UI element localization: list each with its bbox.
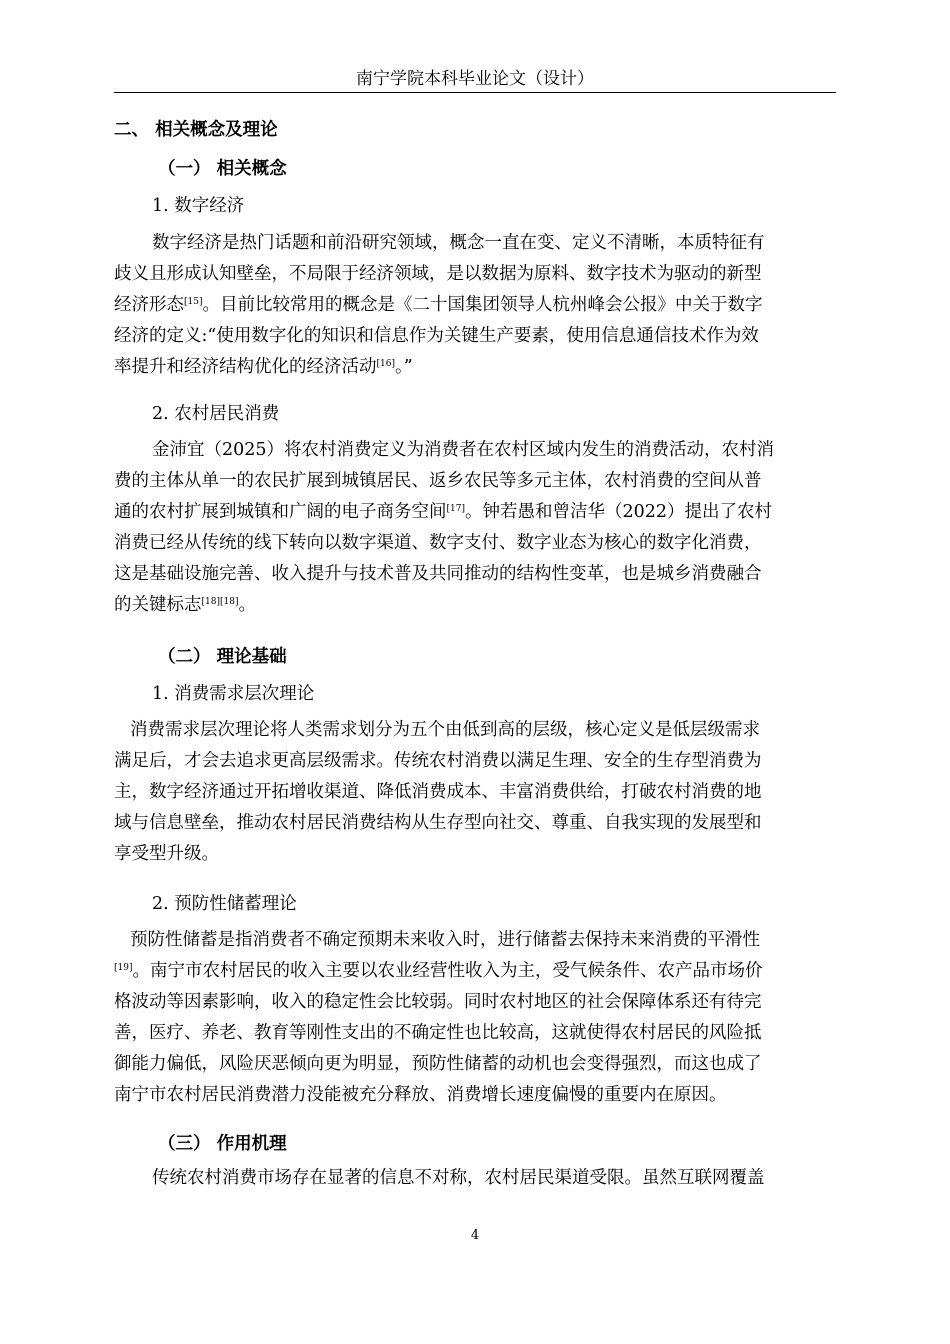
paragraph-hierarchy-theory	[114, 715, 836, 870]
item-heading-digital-economy: 1. 数字经济	[152, 196, 245, 216]
paragraph-digital-economy	[114, 228, 836, 383]
citation-marker: [16]	[376, 359, 395, 369]
subsection-heading-mechanism: （三） 作用机理	[158, 1134, 287, 1154]
paragraph-rural-consumption	[114, 435, 836, 621]
text-line: 消费需求层次理论将人类需求划分为五个由低到高的层级，核心定义是低层级需求	[130, 720, 760, 740]
item-heading-rural-consumption: 2. 农村居民消费	[152, 404, 280, 424]
text-line: 主，数字经济通过开拓增收渠道、降低消费成本、丰富消费供给，打破农村消费的地	[114, 782, 762, 802]
text-line: 金沛宜（2025）将农村消费定义为消费者在农村区域内发生的消费活动，农村消	[152, 440, 775, 460]
item-heading-hierarchy-theory: 1. 消费需求层次理论	[152, 684, 315, 704]
text-line	[114, 497, 836, 528]
running-header: 南宁学院本科毕业论文（设计）	[356, 69, 594, 89]
text-line: 享受型升级。	[114, 844, 219, 864]
text-line: 域与信息壁垒，推动农村居民消费结构从生存型向社交、尊重、自我实现的发展型和	[114, 813, 762, 833]
text-line: 歧义且形成认知壁垒，不局限于经济领域，是以数据为原料、数字技术为驱动的新型	[114, 264, 762, 284]
citation-marker: [17]	[446, 504, 465, 514]
paragraph-precautionary-saving	[114, 925, 836, 1111]
line-text: 率提升和经济结构优化的经济活动	[114, 357, 377, 377]
text-line: 传统农村消费市场存在显著的信息不对称，农村居民渠道受限。虽然互联网覆盖	[152, 1168, 765, 1188]
text-line: 御能力偏低，风险厌恶倾向更为明显，预防性储蓄的动机也会变得强烈，而这也成了	[114, 1054, 762, 1074]
text-line: 善，医疗、养老、教育等刚性支出的不确定性也比较高，这就使得农村居民的风险抵	[114, 1023, 762, 1043]
line-text: 。”	[394, 357, 413, 377]
text-line: 南宁市农村居民消费潜力没能被充分释放、消费增长速度偏慢的重要内在原因。	[114, 1085, 727, 1105]
text-line	[114, 590, 836, 621]
text-line: 费的主体从单一的农民扩展到城镇居民、返乡农民等多元主体，农村消费的空间从普	[114, 471, 762, 491]
section-heading: 二、 相关概念及理论	[114, 120, 278, 140]
text-line: 格波动等因素影响，收入的稳定性会比较弱。同时农村地区的社会保障体系还有待完	[114, 992, 762, 1012]
subsection-heading-theory: （二） 理论基础	[158, 647, 287, 667]
text-line: 这是基础设施完善、收入提升与技术普及共同推动的结构性变革，也是城乡消费融合	[114, 564, 762, 584]
text-line	[114, 352, 836, 383]
line-text: 的关键标志	[114, 595, 202, 615]
line-text: 经济形态	[114, 295, 184, 315]
line-text: 。目前比较常用的概念是《二十国集团领导人杭州峰会公报》中关于数字	[202, 295, 763, 315]
text-line	[114, 956, 836, 987]
text-line: 消费已经从传统的线下转向以数字渠道、数字支付、数字业态为核心的数字化消费，	[114, 533, 762, 553]
line-text: 。南宁市农村居民的收入主要以农业经营性收入为主，受气候条件、农产品市场价	[132, 961, 763, 981]
item-heading-precautionary-saving: 2. 预防性储蓄理论	[152, 894, 297, 914]
text-line	[114, 290, 836, 321]
citation-marker: [18][18]	[201, 597, 239, 607]
paragraph-mechanism	[114, 1163, 836, 1194]
citation-marker: [15]	[184, 297, 203, 307]
text-line: 数字经济是热门话题和前沿研究领域，概念一直在变、定义不清晰，本质特征有	[152, 233, 765, 253]
line-text: 。	[238, 595, 256, 615]
subsection-heading-concepts: （一） 相关概念	[158, 159, 287, 179]
text-line: 经济的定义:“使用数字化的知识和信息作为关键生产要素，使用信息通信技术作为效	[114, 326, 759, 346]
line-text: 通的农村扩展到城镇和广阔的电子商务空间	[114, 502, 447, 522]
header-rule	[114, 92, 836, 93]
line-text: 。钟若愚和曾洁华（2022）提出了农村	[464, 502, 773, 522]
text-line: 预防性储蓄是指消费者不确定预期未来收入时，进行储蓄去保持未来消费的平滑性	[130, 930, 760, 950]
text-line: 满足后，才会去追求更高层级需求。传统农村消费以满足生理、安全的生存型消费为	[114, 751, 762, 771]
citation-marker: [19]	[114, 963, 133, 973]
page-number: 4	[470, 1228, 480, 1243]
